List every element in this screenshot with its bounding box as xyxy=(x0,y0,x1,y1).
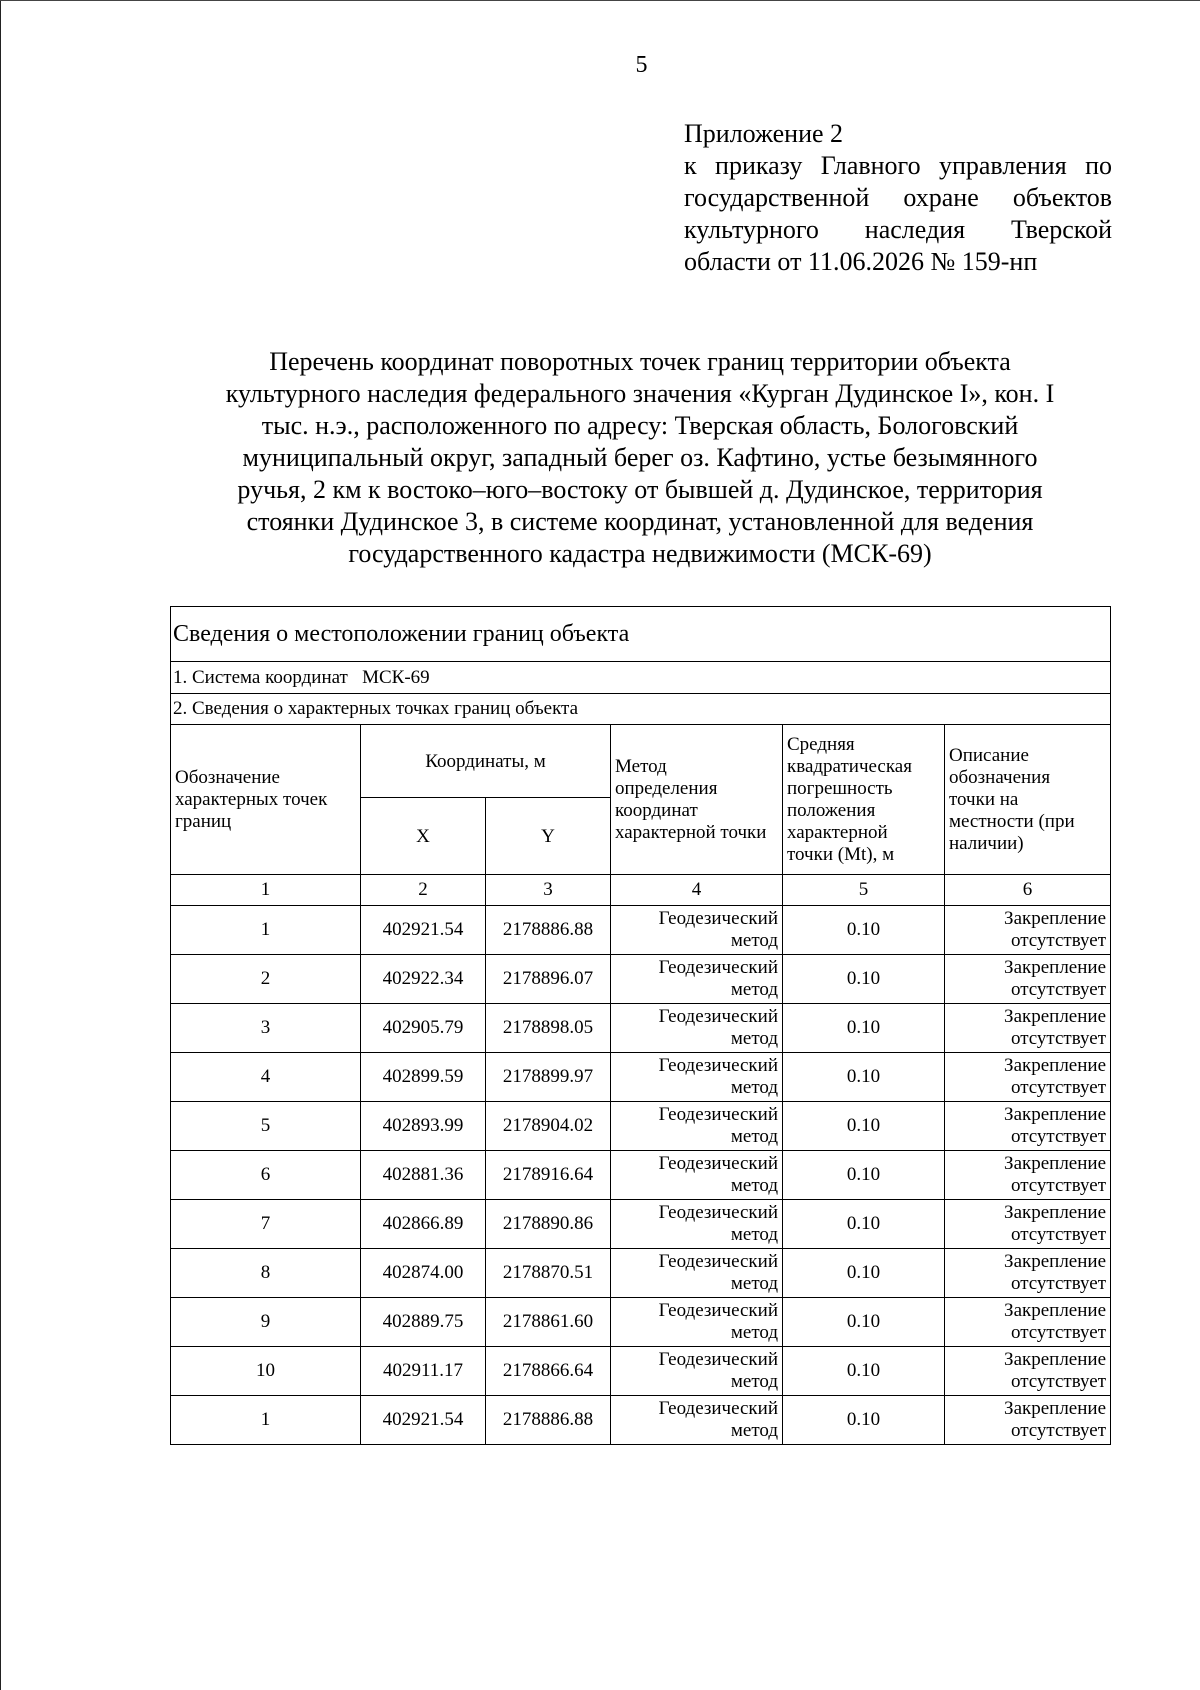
appendix-line: Приложение 2 xyxy=(684,119,844,148)
points-title: 2. Сведения о характерных точках границ объекта xyxy=(171,694,1111,725)
appendix-line: области от 11.06.2026 № 159-нп xyxy=(684,247,1038,276)
cell-y: 2178886.88 xyxy=(486,1396,611,1445)
cell-error: 0.10 xyxy=(783,1347,945,1396)
appendix-block xyxy=(684,118,1112,278)
table-row xyxy=(171,1151,1111,1200)
cell-x: 402911.17 xyxy=(361,1347,486,1396)
section-title: Сведения о местоположении границ объекта xyxy=(171,607,1111,662)
header-description: Описание обозначения точки на местности (при наличии) xyxy=(945,725,1111,875)
appendix-line: к приказу Главного управления по xyxy=(684,151,1112,180)
table-row xyxy=(171,1102,1111,1151)
cell-description: Закрепление отсутствует xyxy=(945,1200,1111,1249)
cell-error: 0.10 xyxy=(783,1200,945,1249)
column-number: 5 xyxy=(783,875,945,906)
page-number: 5 xyxy=(635,52,648,78)
cell-x: 402921.54 xyxy=(361,1396,486,1445)
header-y: Y xyxy=(486,798,611,875)
cell-x: 402921.54 xyxy=(361,906,486,955)
table-row xyxy=(171,1249,1111,1298)
column-number: 1 xyxy=(171,875,361,906)
cell-point: 4 xyxy=(171,1053,361,1102)
title-line: ручья, 2 км к востоко–юго–востоку от бывшей д. Дудинское, территория xyxy=(237,475,1043,504)
table-row xyxy=(171,906,1111,955)
appendix-line: культурного наследия Тверской xyxy=(684,215,1112,244)
scan-edge-line xyxy=(0,0,1,1690)
cell-method: Геодезический метод xyxy=(611,1004,783,1053)
cell-description: Закрепление отсутствует xyxy=(945,1151,1111,1200)
header-x: X xyxy=(361,798,486,875)
cell-description: Закрепление отсутствует xyxy=(945,1249,1111,1298)
cell-x: 402905.79 xyxy=(361,1004,486,1053)
cell-x: 402893.99 xyxy=(361,1102,486,1151)
cell-point: 6 xyxy=(171,1151,361,1200)
title-line: государственного кадастра недвижимости (МСК-69) xyxy=(348,539,932,568)
cell-error: 0.10 xyxy=(783,1249,945,1298)
coord-system: 1. Система координат МСК-69 xyxy=(171,662,1111,694)
cell-x: 402866.89 xyxy=(361,1200,486,1249)
header-method: Метод определения координат характерной точки xyxy=(611,725,783,875)
cell-y: 2178896.07 xyxy=(486,955,611,1004)
column-number: 3 xyxy=(486,875,611,906)
cell-y: 2178899.97 xyxy=(486,1053,611,1102)
title-line: тыс. н.э., расположенного по адресу: Тверская область, Бологовский xyxy=(261,411,1019,440)
cell-method: Геодезический метод xyxy=(611,1200,783,1249)
cell-point: 2 xyxy=(171,955,361,1004)
table-row xyxy=(171,1004,1111,1053)
cell-description: Закрепление отсутствует xyxy=(945,1298,1111,1347)
appendix-line: государственной охране объектов xyxy=(684,183,1112,212)
cell-point: 10 xyxy=(171,1347,361,1396)
column-number: 6 xyxy=(945,875,1111,906)
table-row xyxy=(171,1200,1111,1249)
cell-point: 1 xyxy=(171,1396,361,1445)
cell-description: Закрепление отсутствует xyxy=(945,1102,1111,1151)
header-coords: Координаты, м xyxy=(361,725,611,798)
table-row xyxy=(171,1396,1111,1445)
cell-point: 3 xyxy=(171,1004,361,1053)
cell-description: Закрепление отсутствует xyxy=(945,955,1111,1004)
cell-error: 0.10 xyxy=(783,1396,945,1445)
table-rows xyxy=(171,906,1111,1445)
cell-y: 2178898.05 xyxy=(486,1004,611,1053)
table-row xyxy=(171,1298,1111,1347)
cell-point: 8 xyxy=(171,1249,361,1298)
scan-top-line xyxy=(0,0,1200,1)
table-row xyxy=(171,955,1111,1004)
cell-method: Геодезический метод xyxy=(611,1249,783,1298)
cell-method: Геодезический метод xyxy=(611,955,783,1004)
cell-point: 7 xyxy=(171,1200,361,1249)
cell-error: 0.10 xyxy=(783,955,945,1004)
cell-y: 2178890.86 xyxy=(486,1200,611,1249)
cell-description: Закрепление отсутствует xyxy=(945,1347,1111,1396)
title-line: муниципальный округ, западный берег оз. Кафтино, устье безымянного xyxy=(242,443,1038,472)
column-number: 4 xyxy=(611,875,783,906)
cell-y: 2178870.51 xyxy=(486,1249,611,1298)
cell-description: Закрепление отсутствует xyxy=(945,1053,1111,1102)
cell-description: Закрепление отсутствует xyxy=(945,1004,1111,1053)
cell-y: 2178886.88 xyxy=(486,906,611,955)
cell-method: Геодезический метод xyxy=(611,1298,783,1347)
header-designation: Обозначение характерных точек границ xyxy=(171,725,361,875)
title-line: культурного наследия федерального значения «Курган Дудинское I», кон. I xyxy=(225,379,1055,408)
cell-description: Закрепление отсутствует xyxy=(945,906,1111,955)
cell-method: Геодезический метод xyxy=(611,1151,783,1200)
cell-x: 402899.59 xyxy=(361,1053,486,1102)
cell-x: 402881.36 xyxy=(361,1151,486,1200)
coordinates-table xyxy=(170,606,1111,1445)
cell-error: 0.10 xyxy=(783,1004,945,1053)
cell-error: 0.10 xyxy=(783,1102,945,1151)
cell-method: Геодезический метод xyxy=(611,1053,783,1102)
cell-x: 402874.00 xyxy=(361,1249,486,1298)
cell-description: Закрепление отсутствует xyxy=(945,1396,1111,1445)
cell-x: 402889.75 xyxy=(361,1298,486,1347)
cell-point: 9 xyxy=(171,1298,361,1347)
column-number: 2 xyxy=(361,875,486,906)
cell-method: Геодезический метод xyxy=(611,1102,783,1151)
cell-error: 0.10 xyxy=(783,906,945,955)
cell-method: Геодезический метод xyxy=(611,1396,783,1445)
cell-error: 0.10 xyxy=(783,1298,945,1347)
title-line: стоянки Дудинское 3, в системе координат, установленной для ведения xyxy=(246,507,1034,536)
cell-method: Геодезический метод xyxy=(611,906,783,955)
cell-y: 2178866.64 xyxy=(486,1347,611,1396)
title-line: Перечень координат поворотных точек границ территории объекта xyxy=(269,347,1011,376)
cell-y: 2178916.64 xyxy=(486,1151,611,1200)
cell-point: 1 xyxy=(171,906,361,955)
cell-point: 5 xyxy=(171,1102,361,1151)
cell-y: 2178904.02 xyxy=(486,1102,611,1151)
document-title xyxy=(170,346,1110,570)
cell-error: 0.10 xyxy=(783,1053,945,1102)
table-row xyxy=(171,1053,1111,1102)
cell-method: Геодезический метод xyxy=(611,1347,783,1396)
cell-error: 0.10 xyxy=(783,1151,945,1200)
cell-y: 2178861.60 xyxy=(486,1298,611,1347)
cell-x: 402922.34 xyxy=(361,955,486,1004)
table-row xyxy=(171,1347,1111,1396)
header-error: Средняя квадратическая погрешность положения характерной точки (Mt), м xyxy=(783,725,945,875)
